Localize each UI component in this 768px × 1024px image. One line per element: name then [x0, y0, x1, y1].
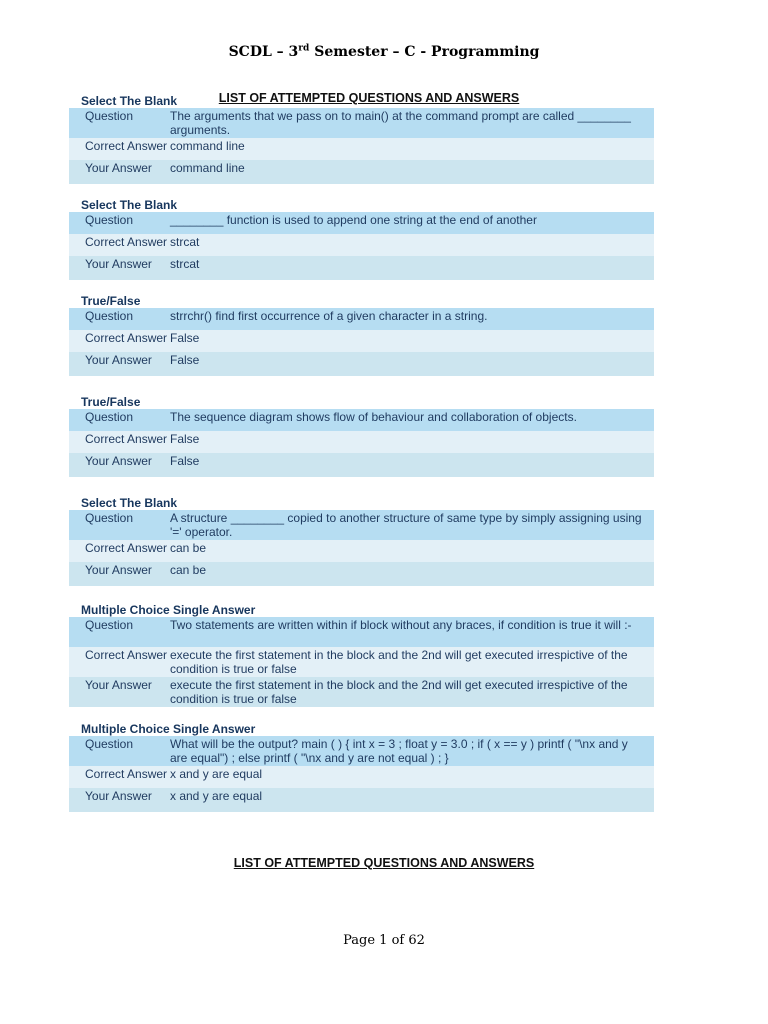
- question-type: Select The Blank: [81, 496, 178, 510]
- question-block: [69, 198, 654, 280]
- your-answer-text: False: [170, 454, 200, 468]
- your-answer-text: x and y are equal: [170, 789, 263, 803]
- question-block: [69, 496, 654, 586]
- correct-answer-text: strcat: [170, 235, 200, 249]
- your-answer-text: can be: [170, 563, 207, 577]
- question-block: [69, 395, 654, 477]
- your-answer-row: Your Answer x and y are equal: [69, 788, 654, 812]
- question-type: Select The Blank: [81, 94, 178, 108]
- correct-answer-text: can be: [170, 541, 207, 555]
- correct-answer-text: command line: [170, 139, 245, 153]
- page-footer: Page 1 of 62: [343, 933, 425, 948]
- your-answer-text: execute the first statement in the block and the 2nd will get executed irrespictive of the condition is true or false: [170, 678, 628, 706]
- question-text: Two statements are written within if block without any braces, if condition is true it will :-: [170, 618, 632, 632]
- correct-answer-row: Correct Answer x and y are equal: [69, 766, 654, 788]
- question-type: Multiple Choice Single Answer: [81, 722, 256, 736]
- question-text: The arguments that we pass on to main() at the command prompt are called ________ arguments.: [170, 109, 631, 137]
- your-answer-text: strcat: [170, 257, 200, 271]
- list-title: LIST OF ATTEMPTED QUESTIONS AND ANSWERS: [218, 91, 520, 105]
- question-type: True/False: [81, 395, 141, 409]
- your-answer-text: False: [170, 353, 200, 367]
- your-answer-row: Your Answer False: [69, 453, 654, 477]
- question-block: [69, 94, 654, 184]
- question-text: The sequence diagram shows flow of behaviour and collaboration of objects.: [170, 410, 577, 424]
- your-answer-row: Your Answer strcat: [69, 256, 654, 280]
- your-answer-row: Your Answer command line: [69, 160, 654, 184]
- question-type: Select The Blank: [81, 198, 178, 212]
- question-text: strrchr() find first occurrence of a given character in a string.: [170, 309, 488, 323]
- list-title-bottom: LIST OF ATTEMPTED QUESTIONS AND ANSWERS: [233, 856, 535, 870]
- question-text: ________ function is used to append one string at the end of another: [170, 213, 537, 227]
- question-row: Question Two statements are written within if block without any braces, if condition is true it will :-: [69, 617, 654, 647]
- question-row: Question The arguments that we pass on to main() at the command prompt are called ________ arguments.: [69, 108, 654, 138]
- page-header: SCDL – 3rd Semester – C - Programming: [228, 43, 540, 60]
- your-answer-row: Your Answer can be: [69, 562, 654, 586]
- question-block: [69, 603, 654, 707]
- correct-answer-row: Correct Answer False: [69, 330, 654, 352]
- question-row: Question The sequence diagram shows flow of behaviour and collaboration of objects.: [69, 409, 654, 431]
- correct-answer-row: Correct Answer command line: [69, 138, 654, 160]
- correct-answer-row: Correct Answer execute the first statement in the block and the 2nd will get executed irrespictive of the condition is true or false: [69, 647, 654, 677]
- question-type: Multiple Choice Single Answer: [81, 603, 256, 617]
- correct-answer-row: Correct Answer strcat: [69, 234, 654, 256]
- your-answer-text: command line: [170, 161, 245, 175]
- question-row: Question A structure ________ copied to another structure of same type by simply assigning using '=' operator.: [69, 510, 654, 540]
- question-row: Question ________ function is used to append one string at the end of another: [69, 212, 654, 234]
- your-answer-row: Your Answer execute the first statement in the block and the 2nd will get executed irrespictive of the condition is true or false: [69, 677, 654, 707]
- question-block: [69, 722, 654, 812]
- correct-answer-row: Correct Answer can be: [69, 540, 654, 562]
- correct-answer-row: Correct Answer False: [69, 431, 654, 453]
- question-text: What will be the output? main ( ) { int x = 3 ; float y = 3.0 ; if ( x == y ) printf ( "\nx and y are equal") ; else printf ( "\nx and y are not equal ) ; }: [170, 737, 628, 765]
- question-block: [69, 294, 654, 376]
- question-text: A structure ________ copied to another structure of same type by simply assigning using '=' operator.: [170, 511, 642, 539]
- question-type: True/False: [81, 294, 141, 308]
- correct-answer-text: False: [170, 331, 200, 345]
- question-row: Question What will be the output? main ( ) { int x = 3 ; float y = 3.0 ; if ( x == y ) printf ( "\nx and y are equal") ; else printf ( "\nx and y are not equal ) ; }: [69, 736, 654, 766]
- correct-answer-text: x and y are equal: [170, 767, 263, 781]
- question-row: Question strrchr() find first occurrence of a given character in a string.: [69, 308, 654, 330]
- your-answer-row: Your Answer False: [69, 352, 654, 376]
- correct-answer-text: execute the first statement in the block and the 2nd will get executed irrespictive of the condition is true or false: [170, 648, 628, 676]
- correct-answer-text: False: [170, 432, 200, 446]
